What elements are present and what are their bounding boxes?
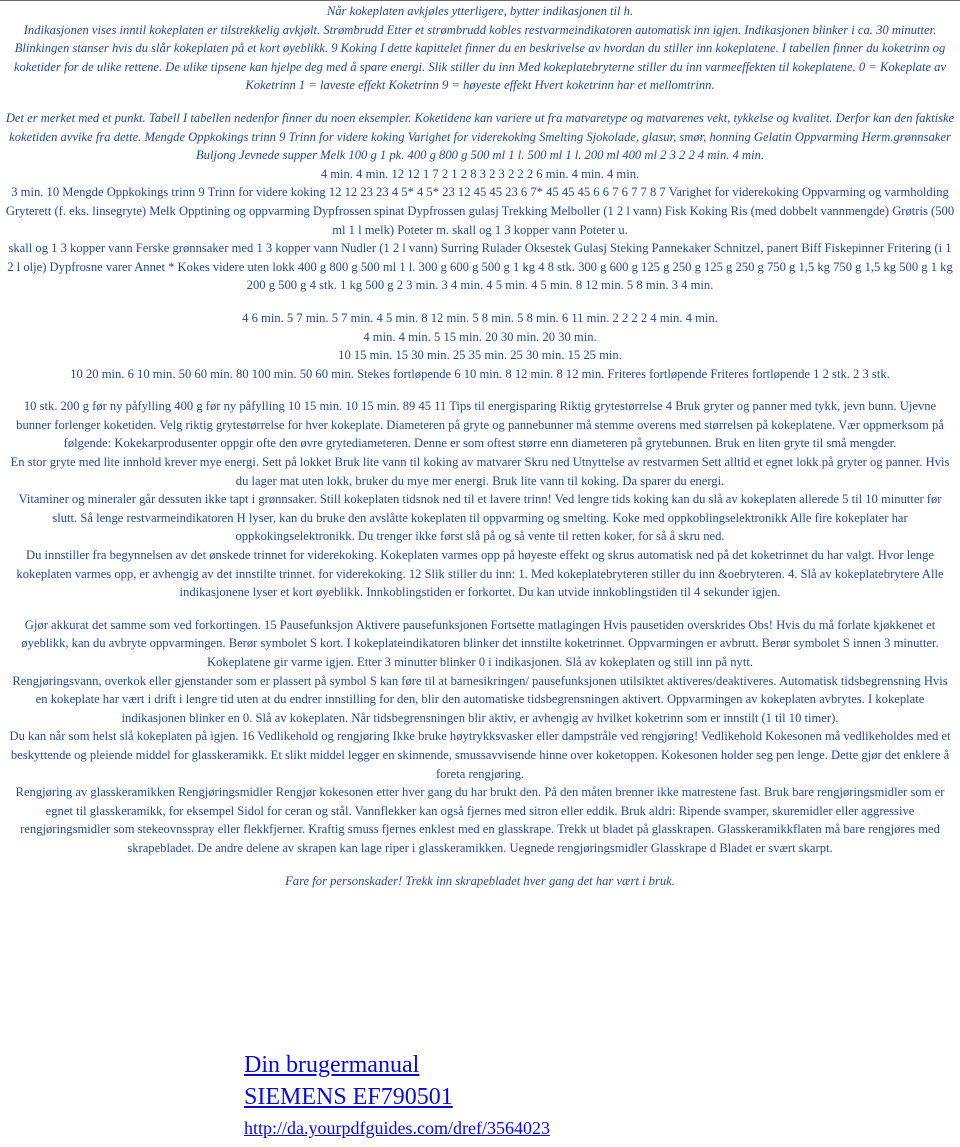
paragraph-gap [5, 95, 955, 109]
manual-title-link[interactable]: Din brugermanual [244, 1052, 420, 1078]
text-paragraph-15: Gjør akkurat det samme som ved forkortingen. 15 Pausefunksjon Aktivere pausefunksjonen Fortsette matlagingen Hvis pausetiden overskrides Obs! Hvis du må forlate kjøkkenet et øyeblikk, kan du avbryte oppvarmingen. Berør symbolet S kort. I kokeplateindikatoren blinker det innstilte koketrinnet. Oppvarmingen er avbrutt. Berør symbolet S innen 3 minutter. Kokeplatene gir varme igjen. Etter 3 minutter blinker 0 i indikasjonen. Slå av kokeplaten og still inn på nytt. [21, 617, 939, 669]
footer-links [244, 1050, 550, 1142]
text-paragraph-9: 10 15 min. 15 30 min. 25 35 min. 25 30 min. 15 25 min. [338, 348, 622, 363]
text-paragraph-10: 10 20 min. 6 10 min. 50 60 min. 80 100 min. 50 60 min. Stekes fortløpende 6 10 min. 8 12 min. 8 12 min. Friteres fortløpende Friteres fortløpende 1 2 stk. 2 3 stk. [70, 366, 890, 381]
text-paragraph-13: Vitaminer og mineraler går dessuten ikke tapt i grønnsaker. Still kokeplaten tidsnok ned til et lavere trinn! Ved lengre tids koking kan du slå av kokeplaten allerede 5 til 10 minutter før slutt. Så lenge restvarmeindikatoren H lyser, kan du bruke den avslåtte kokeplaten til oppvarming og smelting. Koke med oppkoblingselektronikk Alle fire kokeplater har oppkokingselektronikk. Du trenger ikke først slå på og så vente til retten koker, for så å skru ned. [18, 492, 942, 544]
paragraph-gap [5, 295, 955, 309]
text-paragraph-7: 4 6 min. 5 7 min. 5 7 min. 4 5 min. 8 12 min. 5 8 min. 5 8 min. 6 11 min. 2 2 2 2 4 min. 4 min. [242, 310, 718, 325]
document-body [5, 2, 955, 890]
text-paragraph-1: Når kokeplaten avkjøles ytterligere, bytter indikasjonen til h. [326, 4, 634, 18]
paragraph-gap [5, 383, 955, 397]
text-paragraph-12: En stor gryte med lite innhold krever mye energi. Sett på lokket Bruk lite vann til koking av matvarer Skru ned Utnyttelse av restvarmen Sett alltid et egnet lokk på gryter og panner. Hvis du lager mat uten lokk, bruker du mye mer energi. Bruk lite vann til koking. Da sparer du energi. [10, 455, 950, 488]
paragraph-gap [5, 858, 955, 872]
text-paragraph-8: 4 min. 4 min. 5 15 min. 20 30 min. 20 30 min. [363, 329, 597, 344]
paragraph-gap [5, 602, 955, 616]
text-paragraph-2: Indikasjonen vises inntil kokeplaten er tilstrekkelig avkjølt. Strømbrudd Etter et strømbrudd kobles restvarmeindikatoren automatisk inn igjen. Indikasjonen blinker i ca. 30 minutter. Blinkingen stanser hvis du slår kokeplaten på et kort øyeblikk. 9 Koking I dette kapittelet finner du en beskrivelse av hvordan du stiller inn kokeplatene. I tabellen finner du koketrinn og koketider for de ulike rettene. De ulike tipsene kan hjelpe deg med å spare energi. Slik stiller du inn Med kokeplatebryterne stiller du inn varmeeffekten til kokeplatene. 0 = Kokeplate av Koketrinn 1 = laveste effekt Koketrinn 9 = høyeste effekt Hvert koketrinn har et mellomtrinn. [13, 22, 947, 93]
text-paragraph-18: Rengjøring av glasskeramikken Rengjøringsmidler Rengjør kokesonen etter hver gang du har brukt den. På den måten brenner ikke matrestene fast. Bruk bare rengjøringsmidler som er egnet til glasskeramikk, for eksempel Sidol for ceran og stål. Vannflekker kan også fjernes med sitron eller eddik. Bruk aldri: Ripende svamper, skuremidler eller aggressive rengjøringsmidler som stekeovnsspray eller flekkfjerner. Kraftig smuss fjernes enklest med en glasskrape. Trekk ut bladet på glasskrapen. Glasskeramikkflaten må bare rengjøres med skrapebladet. De andre delene av skrapen kan lage riper i glasskeramikken. Uegnede rengjøringsmidler Glasskrape d Bladet er svært skarpt. [15, 785, 945, 855]
text-paragraph-5: 3 min. 10 Mengde Oppkokings trinn 9 Trinn for videre koking 12 12 23 23 4 5* 4 5* 23 12 45 45 23 6 7* 45 45 45 6 6 7 6 7 7 8 7 Varighet for viderekoking Oppvarming og varmholding Gryterett (f. eks. linsegryte) Melk Opptining og oppvarming Dypfrossen spinat Dypfrossen gulasj Trekking Melboller (1 2 l vann) Fisk Koking Ris (med dobbelt vannmengde) Grøtris (500 ml 1 l melk) Poteter m. skall og 1 3 kopper vann Poteter u. [5, 185, 955, 237]
text-paragraph-17: Du kan når som helst slå kokeplaten på igjen. 16 Vedlikehold og rengjøring Ikke bruke høytrykksvasker eller dampstråle ved rengjøring! Vedlikehold Kokesonen må vedlikeholdes med et beskyttende og pleiende middel for glasskeramikk. Et slikt middel legger en skinnende, smussavvisende hinne over koketoppen. Kokesonen holder seg pen lenge. Dette gjør det enklere å foreta rengjøring. [9, 729, 951, 781]
model-link[interactable]: SIEMENS EF790501 [244, 1084, 453, 1110]
source-url-link[interactable]: http://da.yourpdfguides.com/dref/3564023 [244, 1118, 550, 1138]
text-paragraph-14: Du innstiller fra begynnelsen av det ønskede trinnet for viderekoking. Kokeplaten varmes opp på høyeste effekt og skrus automatisk ned på det koketrinnet du har valgt. Hvor lenge kokeplaten varmes opp, er avhengig av det innstilte trinnet. for viderekoking. 12 Slik stiller du inn: 1. Med kokeplatebryteren stiller du inn &oebryteren. 4. Slå av kokeplatebrytere Alle indikasjonene lyser et kort øyeblikk. Innkoblingstiden er forkortet. Du kan utvide innkoblingstiden til 4 sekunder igjen. [16, 548, 944, 600]
text-paragraph-16: Rengjøringsvann, overkok eller gjenstander som er plassert på symbol S kan føre til at barnesikringen/ pausefunksjonen utilsiktet aktiveres/deaktiveres. Automatisk tidsbegrensning Hvis en kokeplate har vært i drift i lengre tid uten at du endrer innstilling for den, blir den automatiske tidsbegrensningen aktivert. Oppvarmingen av kokeplaten avbrytes. I kokeplate indikasjonen blinker en 0. Slå av kokeplaten. Når tidsbegrensningen blir aktiv, er avhengig av hvilket koketrinn som er innstilt (1 til 10 timer). [12, 673, 948, 725]
text-paragraph-4: 4 min. 4 min. 12 12 1 7 2 1 2 8 3 2 3 2 2 2 6 min. 4 min. 4 min. [320, 166, 640, 181]
top-border [0, 0, 960, 1]
text-paragraph-3: Det er merket med et punkt. Tabell I tabellen nedenfor finner du noen eksempler. Koketidene kan variere ut fra matvaretype og matvarenes vekt, tykkelse og kvalitet. Derfor kan den faktiske koketiden avvike fra dette. Mengde Oppkokings trinn 9 Trinn for videre koking Varighet for viderekoking Smelting Sjokolade, glasur, smør, honning Gelatin Oppvarming Herm.grønnsaker Buljong Jevnede supper Melk 100 g 1 pk. 400 g 800 g 500 ml 1 l. 500 ml 1 l. 200 ml 400 ml 2 3 2 2 4 min. 4 min. [5, 110, 955, 163]
text-paragraph-11: 10 stk. 200 g før ny påfylling 400 g før ny påfylling 10 15 min. 10 15 min. 89 45 11 Tips til energisparing Riktig grytestørrelse 4 Bruk gryter og panner med tykk, jevn bunn. Ujevne bunner forlenger koketiden. Velg riktig grytestørrelse for hver kokeplate. Diameteren på gryte og pannebunner må stemme overens med størrelsen på kokeplatene. Vær oppmerksom på følgende: Kokekarprodusenter oppgir ofte den øvre grytediameteren. Denne er som oftest større enn diameteren på grytebunnen. Bruk en liten gryte til små mengder. [16, 399, 944, 451]
text-paragraph-6: skall og 1 3 kopper vann Ferske grønnsaker med 1 3 kopper vann Nudler (1 2 l vann) Surring Rulader Oksestek Gulasj Steking Pannekaker Schnitzel, panert Biff Fiskepinner Fritering (i 1 2 l olje) Dypfrosne varer Annet * Kokes videre uten lokk 400 g 800 g 500 ml 1 l. 300 g 600 g 500 g 1 kg 4 8 stk. 300 g 600 g 125 g 250 g 125 g 250 g 750 g 1,5 kg 750 g 1,5 kg 500 g 1 kg 200 g 500 g 4 stk. 1 kg 500 g 2 3 min. 3 4 min. 4 5 min. 4 5 min. 8 12 min. 5 8 min. 3 4 min. [7, 241, 953, 293]
text-paragraph-19: Fare for personskader! Trekk inn skrapebladet hver gang det har vært i bruk. [285, 873, 675, 888]
